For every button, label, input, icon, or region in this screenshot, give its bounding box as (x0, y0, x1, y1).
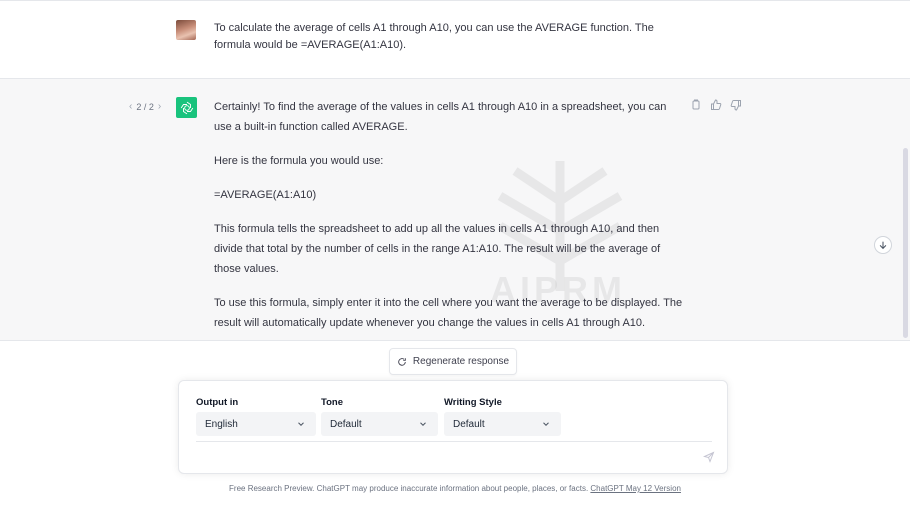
user-message (0, 1, 910, 79)
writing-style-field (444, 397, 561, 436)
chevron-down-icon (296, 419, 306, 429)
scrollbar-thumb[interactable] (903, 148, 908, 338)
scroll-down-button[interactable] (874, 236, 892, 254)
user-message-text: To calculate the average of cells A1 through A10, you can use the AVERAGE function. The formula would be =AVERAGE(A1:A10). (214, 22, 654, 51)
chevron-down-icon (418, 419, 428, 429)
chevron-right-icon[interactable]: › (157, 101, 162, 112)
thumbs-up-icon[interactable] (710, 99, 722, 111)
writing-style-label: Writing Style (444, 397, 502, 408)
chevron-left-icon[interactable]: ‹ (129, 101, 133, 112)
composer-panel (178, 380, 728, 474)
refresh-icon (397, 357, 407, 367)
output-language-value: English (205, 418, 238, 430)
output-in-field (196, 397, 316, 436)
thumbs-down-icon[interactable] (730, 99, 742, 111)
output-language-select[interactable] (196, 412, 316, 436)
regenerate-response-button[interactable] (389, 348, 517, 375)
regenerate-label: Regenerate response (412, 356, 510, 367)
assistant-paragraph: This formula tells the spreadsheet to add up all the values in cells A1 through A10, and then divide that total by the number of cells in the range A1:A10. The result will be the average of those values. (214, 223, 661, 275)
user-avatar (176, 20, 196, 40)
output-in-label: Output in (196, 397, 239, 408)
writing-style-select[interactable] (444, 412, 561, 436)
message-actions (690, 99, 742, 111)
pager-label: 2 / 2 (136, 101, 154, 112)
arrow-down-icon (878, 240, 888, 250)
tone-value: Default (330, 418, 362, 430)
copy-icon[interactable] (690, 99, 702, 111)
chatgpt-logo-icon (176, 97, 197, 118)
assistant-paragraph: Here is the formula you would use: (214, 155, 384, 167)
footer-disclaimer (0, 484, 910, 493)
aiprm-watermark-text: AIPRM (490, 269, 626, 310)
assistant-message-body (214, 97, 684, 341)
tone-field (321, 397, 438, 436)
assistant-message (0, 79, 910, 341)
footer-text: Free Research Preview. ChatGPT may produce inaccurate information about people, places, or facts. (229, 484, 591, 493)
tone-label: Tone (321, 397, 343, 408)
assistant-paragraph: =AVERAGE(A1:A10) (214, 189, 317, 201)
chevron-down-icon (541, 419, 551, 429)
send-icon[interactable] (703, 451, 717, 465)
assistant-paragraph: Certainly! To find the average of the values in cells A1 through A10 in a spreadsheet, you can use a built-in function called AVERAGE. (214, 101, 667, 133)
tone-select[interactable] (321, 412, 438, 436)
writing-style-value: Default (453, 418, 485, 430)
version-link[interactable]: ChatGPT May 12 Version (590, 484, 681, 493)
response-pager[interactable] (129, 101, 161, 112)
assistant-paragraph: To use this formula, simply enter it into the cell where you want the average to be displayed. The result will automatically update whenever you change the values in cells A1 through A10. (214, 297, 683, 329)
composer-divider (196, 441, 712, 442)
